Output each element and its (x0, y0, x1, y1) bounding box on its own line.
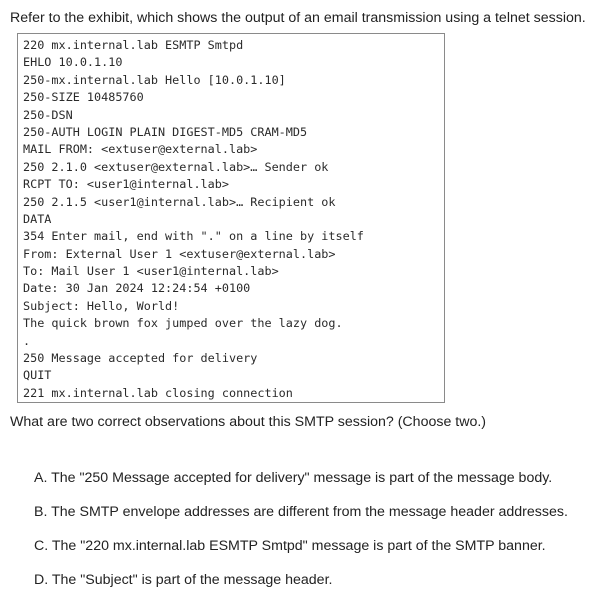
exhibit-intro: Refer to the exhibit, which shows the output of an email transmission using a telnet session. (10, 10, 586, 26)
exhibit-line: RCPT TO: <user1@internal.lab> (23, 177, 229, 192)
exhibit-line: 250-DSN (23, 107, 73, 122)
exhibit-line: . (23, 333, 31, 348)
exhibit-line: The quick brown fox jumped over the lazy dog. (23, 316, 343, 331)
option-b[interactable]: B. The SMTP envelope addresses are different from the message header addresses. (34, 504, 568, 520)
answer-options (34, 468, 568, 604)
exhibit-line: To: Mail User 1 <user1@internal.lab> (23, 264, 279, 279)
exhibit-line: 250-mx.internal.lab Hello [10.0.1.10] (23, 72, 286, 87)
exhibit-line: 250 Message accepted for delivery (23, 351, 258, 366)
exhibit-line: 220 mx.internal.lab ESMTP Smtpd (23, 38, 244, 52)
exhibit-line: From: External User 1 <extuser@external.lab> (23, 246, 336, 261)
exhibit-line: MAIL FROM: <extuser@external.lab> (23, 142, 258, 157)
exhibit-line: Subject: Hello, World! (23, 298, 180, 313)
exhibit-box (17, 33, 445, 403)
exhibit-line: DATA (23, 211, 52, 226)
option-a[interactable]: A. The "250 Message accepted for delivery" message is part of the message body. (34, 470, 553, 486)
exhibit-line: 221 mx.internal.lab closing connection (23, 385, 293, 400)
exhibit-line: 250-AUTH LOGIN PLAIN DIGEST-MD5 CRAM-MD5 (23, 124, 308, 139)
option-d[interactable]: D. The "Subject" is part of the message header. (34, 572, 333, 588)
exhibit-line: 250 2.1.5 <user1@internal.lab>… Recipient ok (23, 194, 336, 209)
exhibit-line: 250 2.1.0 <extuser@external.lab>… Sender ok (23, 159, 329, 174)
exhibit-line: QUIT (23, 368, 52, 383)
exhibit-line: EHLO 10.0.1.10 (23, 55, 123, 70)
exhibit-line: Date: 30 Jan 2024 12:24:54 +0100 (23, 281, 251, 296)
option-c[interactable]: C. The "220 mx.internal.lab ESMTP Smtpd" message is part of the SMTP banner. (34, 538, 546, 554)
exhibit-line: 250-SIZE 10485760 (23, 90, 144, 105)
question-text: What are two correct observations about this SMTP session? (Choose two.) (10, 414, 487, 430)
exhibit-line: 354 Enter mail, end with "." on a line by itself (23, 229, 364, 244)
